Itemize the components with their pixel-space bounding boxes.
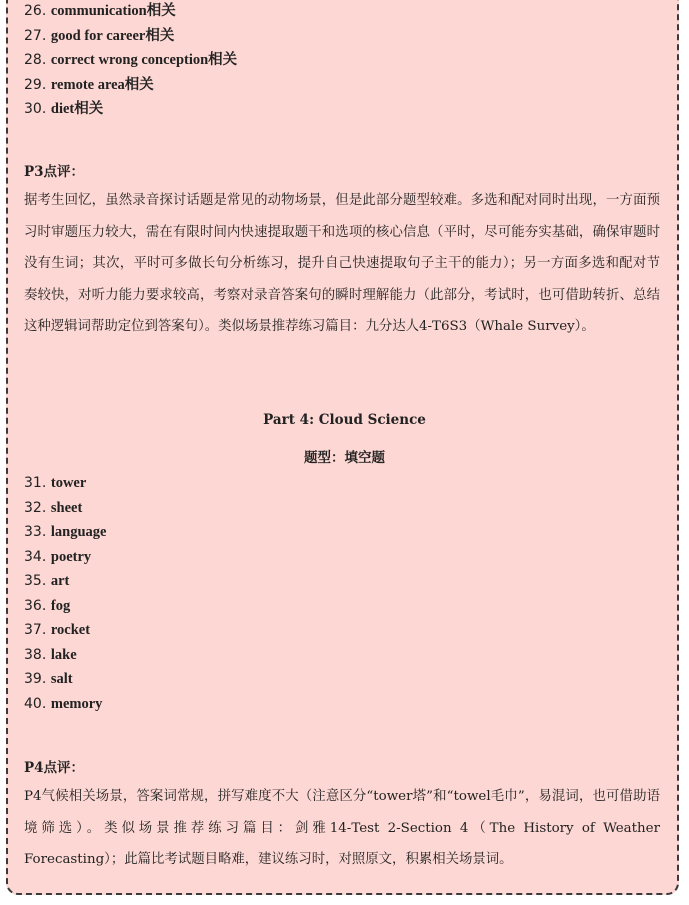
item-answer: poetry xyxy=(50,548,92,565)
list-item xyxy=(24,520,106,545)
item-answer: communication相关 xyxy=(50,3,176,19)
item-answer: lake xyxy=(50,646,77,663)
list-item xyxy=(24,73,237,98)
item-answer: good for career相关 xyxy=(50,27,175,44)
list-item xyxy=(24,496,106,521)
item-number: 33. xyxy=(24,524,47,540)
part3-answer-list xyxy=(24,0,237,122)
p4-review-heading: P4点评： xyxy=(24,760,85,776)
item-answer: language xyxy=(50,524,107,540)
list-item xyxy=(24,569,106,594)
list-item xyxy=(24,48,237,73)
item-number: 37. xyxy=(24,622,47,638)
list-item xyxy=(24,471,106,496)
list-item xyxy=(24,643,106,668)
item-answer: rocket xyxy=(50,622,91,638)
list-item xyxy=(24,545,106,570)
list-item xyxy=(24,97,237,122)
list-item xyxy=(24,667,106,692)
item-number: 30. xyxy=(24,101,47,117)
item-answer: correct wrong conception相关 xyxy=(50,52,238,68)
item-answer: salt xyxy=(50,671,73,687)
item-answer: memory xyxy=(50,695,103,712)
part4-answer-list xyxy=(24,471,106,716)
item-number: 35. xyxy=(24,573,47,589)
list-item xyxy=(24,594,106,619)
item-answer: tower xyxy=(50,475,87,491)
item-answer: sheet xyxy=(50,499,83,516)
item-number: 36. xyxy=(24,597,47,614)
part4-question-type: 题型：填空题 xyxy=(304,450,385,466)
item-number: 40. xyxy=(24,695,47,712)
item-number: 38. xyxy=(24,646,47,663)
list-item xyxy=(24,692,106,717)
item-number: 31. xyxy=(24,475,47,491)
list-item xyxy=(24,618,106,643)
part4-title: Part 4: Cloud Science xyxy=(263,412,426,428)
item-number: 26. xyxy=(24,3,47,19)
item-answer: diet相关 xyxy=(50,101,104,117)
item-number: 39. xyxy=(24,671,47,687)
item-number: 27. xyxy=(24,27,47,44)
item-number: 34. xyxy=(24,548,47,565)
item-answer: fog xyxy=(50,597,71,614)
p4-review-text: P4气候相关场景，答案词常规，拼写难度不大（注意区分“tower塔”和“towel毛巾”，易混词，也可借助语境筛选）。类似场景推荐练习篇目：剑雅14-Test 2-Section 4（The History of Weather Forecasting）；此篇比考试题目略难，建议练习时，对照原文，积累相关场景词。 xyxy=(24,789,660,867)
item-answer: remote area相关 xyxy=(50,76,154,93)
item-number: 32. xyxy=(24,499,47,516)
item-number: 29. xyxy=(24,76,47,93)
p3-review-heading: P3点评： xyxy=(24,164,85,180)
p3-review-text: 据考生回忆，虽然录音探讨话题是常见的动物场景，但是此部分题型较难。多选和配对同时出现，一方面预习时审题压力较大，需在有限时间内快速提取题干和选项的核心信息（平时，尽可能夯实基础，确保审题时没有生词；其次，平时可多做长句分析练习，提升自己快速提取句子主干的能力）；另一方面多选和配对节奏较快，对听力能力要求较高，考察对录音答案句的瞬时理解能力（此部分，考试时，也可借助转折、总结这种逻辑词帮助定位到答案句）。类似场景推荐练习篇目：九分达人4-T6S3（Whale Survey）。 xyxy=(24,193,660,334)
item-number: 28. xyxy=(24,52,47,68)
item-answer: art xyxy=(50,573,70,589)
list-item xyxy=(24,0,237,24)
list-item xyxy=(24,24,237,49)
